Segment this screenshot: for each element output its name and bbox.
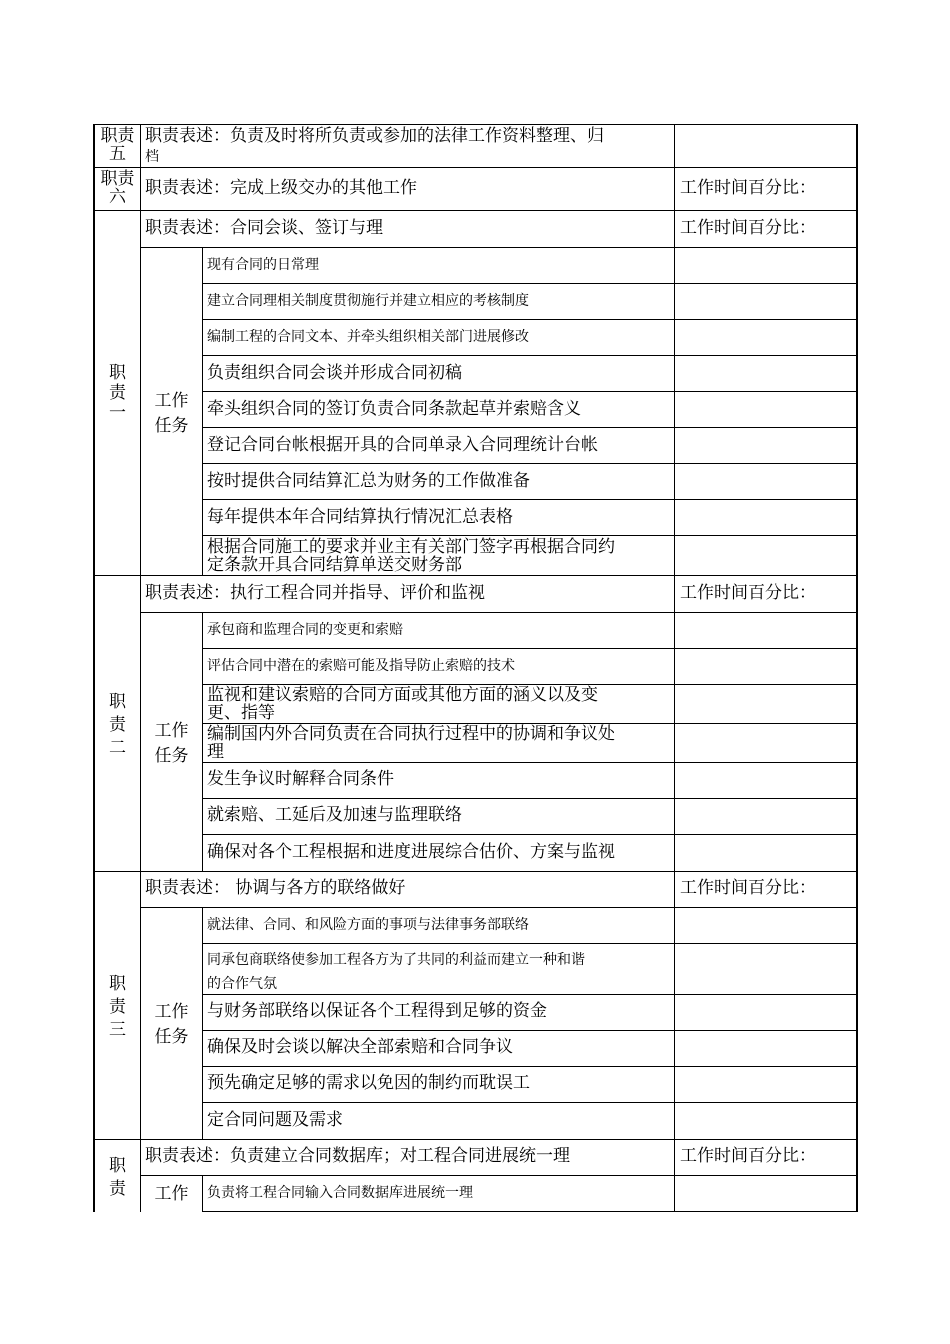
duty-2-task-7: 确保对各个工程根据和进度进展综合估价、方案与监视 — [207, 842, 615, 862]
task-divider — [202, 1066, 858, 1067]
duty-3-label: 职 责 三 — [109, 974, 126, 1040]
task-divider — [202, 1102, 858, 1103]
duty-1-task-6: 登记合同台帐根据开具的合同单录入合同理统计台帐 — [207, 435, 598, 455]
task-divider — [202, 463, 858, 464]
task-divider — [202, 535, 858, 536]
table-top-border — [93, 124, 858, 125]
duty-3-task-4: 确保及时会谈以解决全部索赔和合同争议 — [207, 1037, 513, 1057]
row-divider — [140, 1175, 858, 1176]
duty-3-task-6: 定合同问题及需求 — [207, 1110, 343, 1130]
duty-1-task-label: 工作 任务 — [154, 391, 189, 436]
duty-3-percent-label: 工作时间百分比： — [680, 878, 816, 898]
duty-1-task-5: 牵头组织合同的签订负责合同条款起草并索赔含义 — [207, 399, 581, 419]
duty-4-percent-label: 工作时间百分比： — [680, 1146, 816, 1166]
duty-3-description: 职责表述： 协调与各方的联络做好 — [145, 878, 406, 898]
duty-3-task-5: 预先确定足够的需求以免因的制约而耽误工 — [207, 1073, 530, 1093]
block-divider — [93, 871, 858, 872]
duty-3-task-2: 同承包商联络使参加工程各方为了共同的利益而建立一种和谐 的合作气氛 — [207, 952, 585, 992]
duty-4-description: 职责表述：负责建立合同数据库；对工程合同进展统一理 — [145, 1146, 570, 1166]
block-divider — [93, 575, 858, 576]
duty-4-label: 职 责 — [109, 1156, 126, 1199]
task-divider — [202, 798, 858, 799]
duty-2-task-6: 就索赔、工延后及加速与监理联络 — [207, 805, 462, 825]
task-divider — [202, 762, 858, 763]
duty-1-task-3: 编制工程的合同文本、并牵头组织相关部门进展修改 — [207, 329, 529, 345]
duty-1-task-7: 按时提供合同结算汇总为财务的工作做准备 — [207, 471, 530, 491]
task-divider — [202, 943, 858, 944]
task-divider — [202, 1211, 858, 1212]
duty-3-task-1: 就法律、合同、和风险方面的事项与法律事务部联络 — [207, 917, 529, 933]
duty-5-description-cont: 档 — [145, 149, 159, 165]
task-divider — [202, 834, 858, 835]
task-divider — [202, 427, 858, 428]
task-divider — [202, 283, 858, 284]
table-right-border — [856, 124, 858, 1212]
duty-table — [93, 124, 858, 1212]
duty-1-description: 职责表述：合同会谈、签订与理 — [145, 218, 383, 238]
duty-1-task-2: 建立合同理相关制度贯彻施行并建立相应的考核制度 — [207, 293, 529, 309]
task-column-divider — [202, 612, 203, 871]
duty-6-percent-label: 工作时间百分比： — [680, 178, 816, 198]
duty-1-task-8: 每年提供本年合同结算执行情况汇总表格 — [207, 507, 513, 527]
block-divider — [93, 1139, 858, 1140]
duty-5-label: 职责 五 — [100, 126, 135, 164]
duty-1-task-4: 负责组织合同会谈并形成合同初稿 — [207, 363, 462, 383]
task-column-divider — [202, 1175, 203, 1212]
task-divider — [202, 648, 858, 649]
duty-2-task-5: 发生争议时解释合同条件 — [207, 769, 394, 789]
duty-1-task-9: 根据合同施工的要求并业主有关部门签字再根据合同约 定条款开具合同结算单送交财务部 — [207, 537, 615, 575]
duty-3-task-label: 工作 任务 — [154, 1002, 189, 1047]
duty-1-task-1: 现有合同的日常理 — [207, 257, 319, 273]
duty-2-task-label: 工作 任务 — [154, 721, 189, 766]
row-divider — [93, 210, 858, 211]
duty-6-label: 职责 六 — [100, 169, 135, 207]
task-divider — [202, 499, 858, 500]
task-divider — [202, 355, 858, 356]
percent-column-divider — [674, 124, 675, 1212]
duty-2-task-4: 编制国内外合同负责在合同执行过程中的协调和争议处 理 — [207, 724, 615, 762]
duty-2-description: 职责表述：执行工程合同并指导、评价和监视 — [145, 583, 485, 603]
duty-2-task-1: 承包商和监理合同的变更和索赔 — [207, 622, 403, 638]
duty-1-percent-label: 工作时间百分比： — [680, 218, 816, 238]
duty-3-task-3: 与财务部联络以保证各个工程得到足够的资金 — [207, 1001, 547, 1021]
task-divider — [202, 391, 858, 392]
task-divider — [202, 319, 858, 320]
row-divider — [140, 612, 858, 613]
duty-4-task-1: 负责将工程合同输入合同数据库进展统一理 — [207, 1185, 473, 1201]
row-divider — [140, 907, 858, 908]
task-column-divider — [202, 907, 203, 1139]
row-divider — [93, 167, 858, 168]
task-divider — [202, 994, 858, 995]
task-divider — [202, 1030, 858, 1031]
duty-2-task-3: 监视和建议索赔的合同方面或其他方面的涵义以及变 更、指等 — [207, 685, 598, 723]
duty-4-task-label: 工作 — [154, 1184, 189, 1204]
duty-6-description: 职责表述：完成上级交办的其他工作 — [145, 178, 417, 198]
duty-1-label: 职 责 一 — [109, 363, 126, 423]
row-divider — [140, 247, 858, 248]
task-column-divider — [202, 247, 203, 575]
duty-5-description: 职责表述：负责及时将所负责或参加的法律工作资料整理、归 — [145, 126, 604, 146]
duty-2-label: 职 责 二 — [109, 692, 126, 758]
table-left-border — [93, 124, 95, 1212]
duty-2-percent-label: 工作时间百分比： — [680, 583, 816, 603]
duty-2-task-2: 评估合同中潜在的索赔可能及指导防止索赔的技术 — [207, 658, 515, 674]
